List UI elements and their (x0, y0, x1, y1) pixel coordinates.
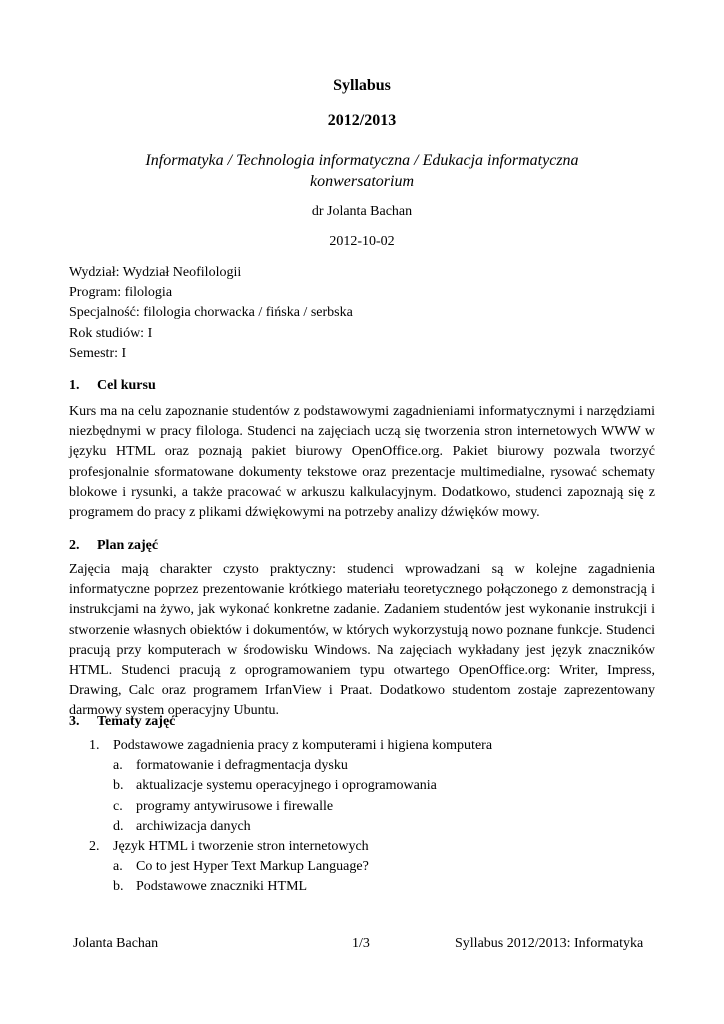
subtopic-label: Co to jest Hyper Text Markup Language? (136, 859, 369, 875)
topic-label: Podstawowe zagadnienia pracy z komputerami i higiena komputera (113, 738, 493, 753)
footer-document-title: Syllabus 2012/2013: Informatyka (455, 936, 644, 951)
section-text-goal: Kurs ma na celu zapoznanie studentów z podstawowymi zagadnieniami informatycznymi i narzędziami niezbędnymi w pracy filologa. Studenci na zajęciach uczą się tworzenia stron internetowych WWW w języku HTML oraz poznają pakiet biurowy OpenOffice.org. Pakiet biurowy pozwala tworzyć profesjonalnie sformatowane dokumenty tekstowe oraz prezentacje multimedialne, rysować schematy blokowe i rysunki, a także pracować w arkuszu kalkulacyjnym. Dodatkowo, studenci zapoznają się z programem do pracy z plikami dźwiękowymi na potrzeby analizy dźwięków mowy. (69, 404, 655, 521)
course-subtitle (0, 150, 724, 192)
section-number: 2. (69, 538, 80, 553)
subtopic-item (69, 817, 655, 837)
meta-year-of-study: Rok studiów: I (69, 325, 153, 341)
subtopic-label: archiwizacja danych (136, 818, 251, 834)
subtopic-label: programy antywirusowe i firewalle (136, 798, 334, 814)
topic-number: 2. (89, 839, 100, 855)
topic-item (69, 837, 655, 857)
subtitle-line-1: Informatyka / Technologia informatyczna / Edukacja informatyczna (145, 152, 579, 169)
topics-list (69, 736, 655, 898)
subtopic-item (69, 797, 655, 817)
subtopic-label: formatowanie i defragmentacja dysku (136, 758, 348, 774)
author-name: dr Jolanta Bachan (311, 204, 413, 219)
topic-label: Język HTML i tworzenie stron internetowych (113, 839, 369, 855)
section-heading-goal (69, 378, 156, 394)
meta-semester: Semestr: I (69, 345, 127, 361)
section-text-plan: Zajęcia mają charakter czysto praktyczny: studenci wprowadzani są w kolejne zagadnienia informatyczne poprzez prezentowanie krótkiego materiału teoretycznego połączonego z demonstracją i instrukcjami na żywo, jak wykonać konkretne zadanie. Zadaniem studentów jest wykonanie instrukcji i stworzenie własnych obiektów i dokumentów, w których wykorzystują nowo poznane funkcje. Studenci pracują przy komputerach w środowisku Windows. Na zajęciach wykładany jest język znaczników HTML. Studenci pracują z oprogramowaniem typu otwartego OpenOffice.org: Writer, Impress, Drawing, Calc oraz programem IrfanView i Praat. Dodatkowo studentom zostaje zaprezentowany darmowy system operacyjny Ubuntu. (69, 562, 655, 719)
meta-faculty: Wydział: Wydział Neofilologii (69, 265, 242, 280)
footer-page-number: 1/3 (352, 936, 370, 951)
meta-program: Program: filologia (69, 285, 173, 301)
topic-number: 1. (89, 738, 100, 753)
course-meta-list (69, 263, 353, 364)
section-title: Tematy zajęć (97, 714, 176, 729)
subtopic-label: Podstawowe znaczniki HTML (136, 879, 308, 895)
subtopic-item (69, 857, 655, 877)
subtopic-letter: d. (113, 818, 124, 834)
section-number: 1. (69, 378, 80, 393)
subtitle-line-2: konwersatorium (310, 173, 414, 190)
section-heading-topics (69, 714, 175, 730)
document-date: 2012-10-02 (329, 234, 395, 249)
subtopic-letter: b. (113, 879, 124, 895)
subtopic-letter: a. (113, 758, 123, 774)
document-title: Syllabus (333, 77, 391, 94)
section-title: Cel kursu (97, 378, 156, 393)
subtopic-letter: c. (113, 798, 123, 814)
section-number: 3. (69, 714, 80, 729)
section-title: Plan zajęć (97, 538, 159, 553)
subtopic-letter: a. (113, 859, 123, 875)
topic-item (69, 736, 655, 756)
footer-author: Jolanta Bachan (73, 936, 159, 951)
subtopic-item (69, 877, 655, 897)
subtopic-letter: b. (113, 778, 124, 794)
subtopic-item (69, 756, 655, 776)
meta-specialization: Specjalność: filologia chorwacka / fińska / serbska (69, 305, 353, 321)
subtopic-label: aktualizacje systemu operacyjnego i oprogramowania (136, 778, 437, 794)
section-heading-plan (69, 538, 158, 554)
academic-year: 2012/2013 (327, 112, 397, 129)
subtopic-item (69, 776, 655, 796)
